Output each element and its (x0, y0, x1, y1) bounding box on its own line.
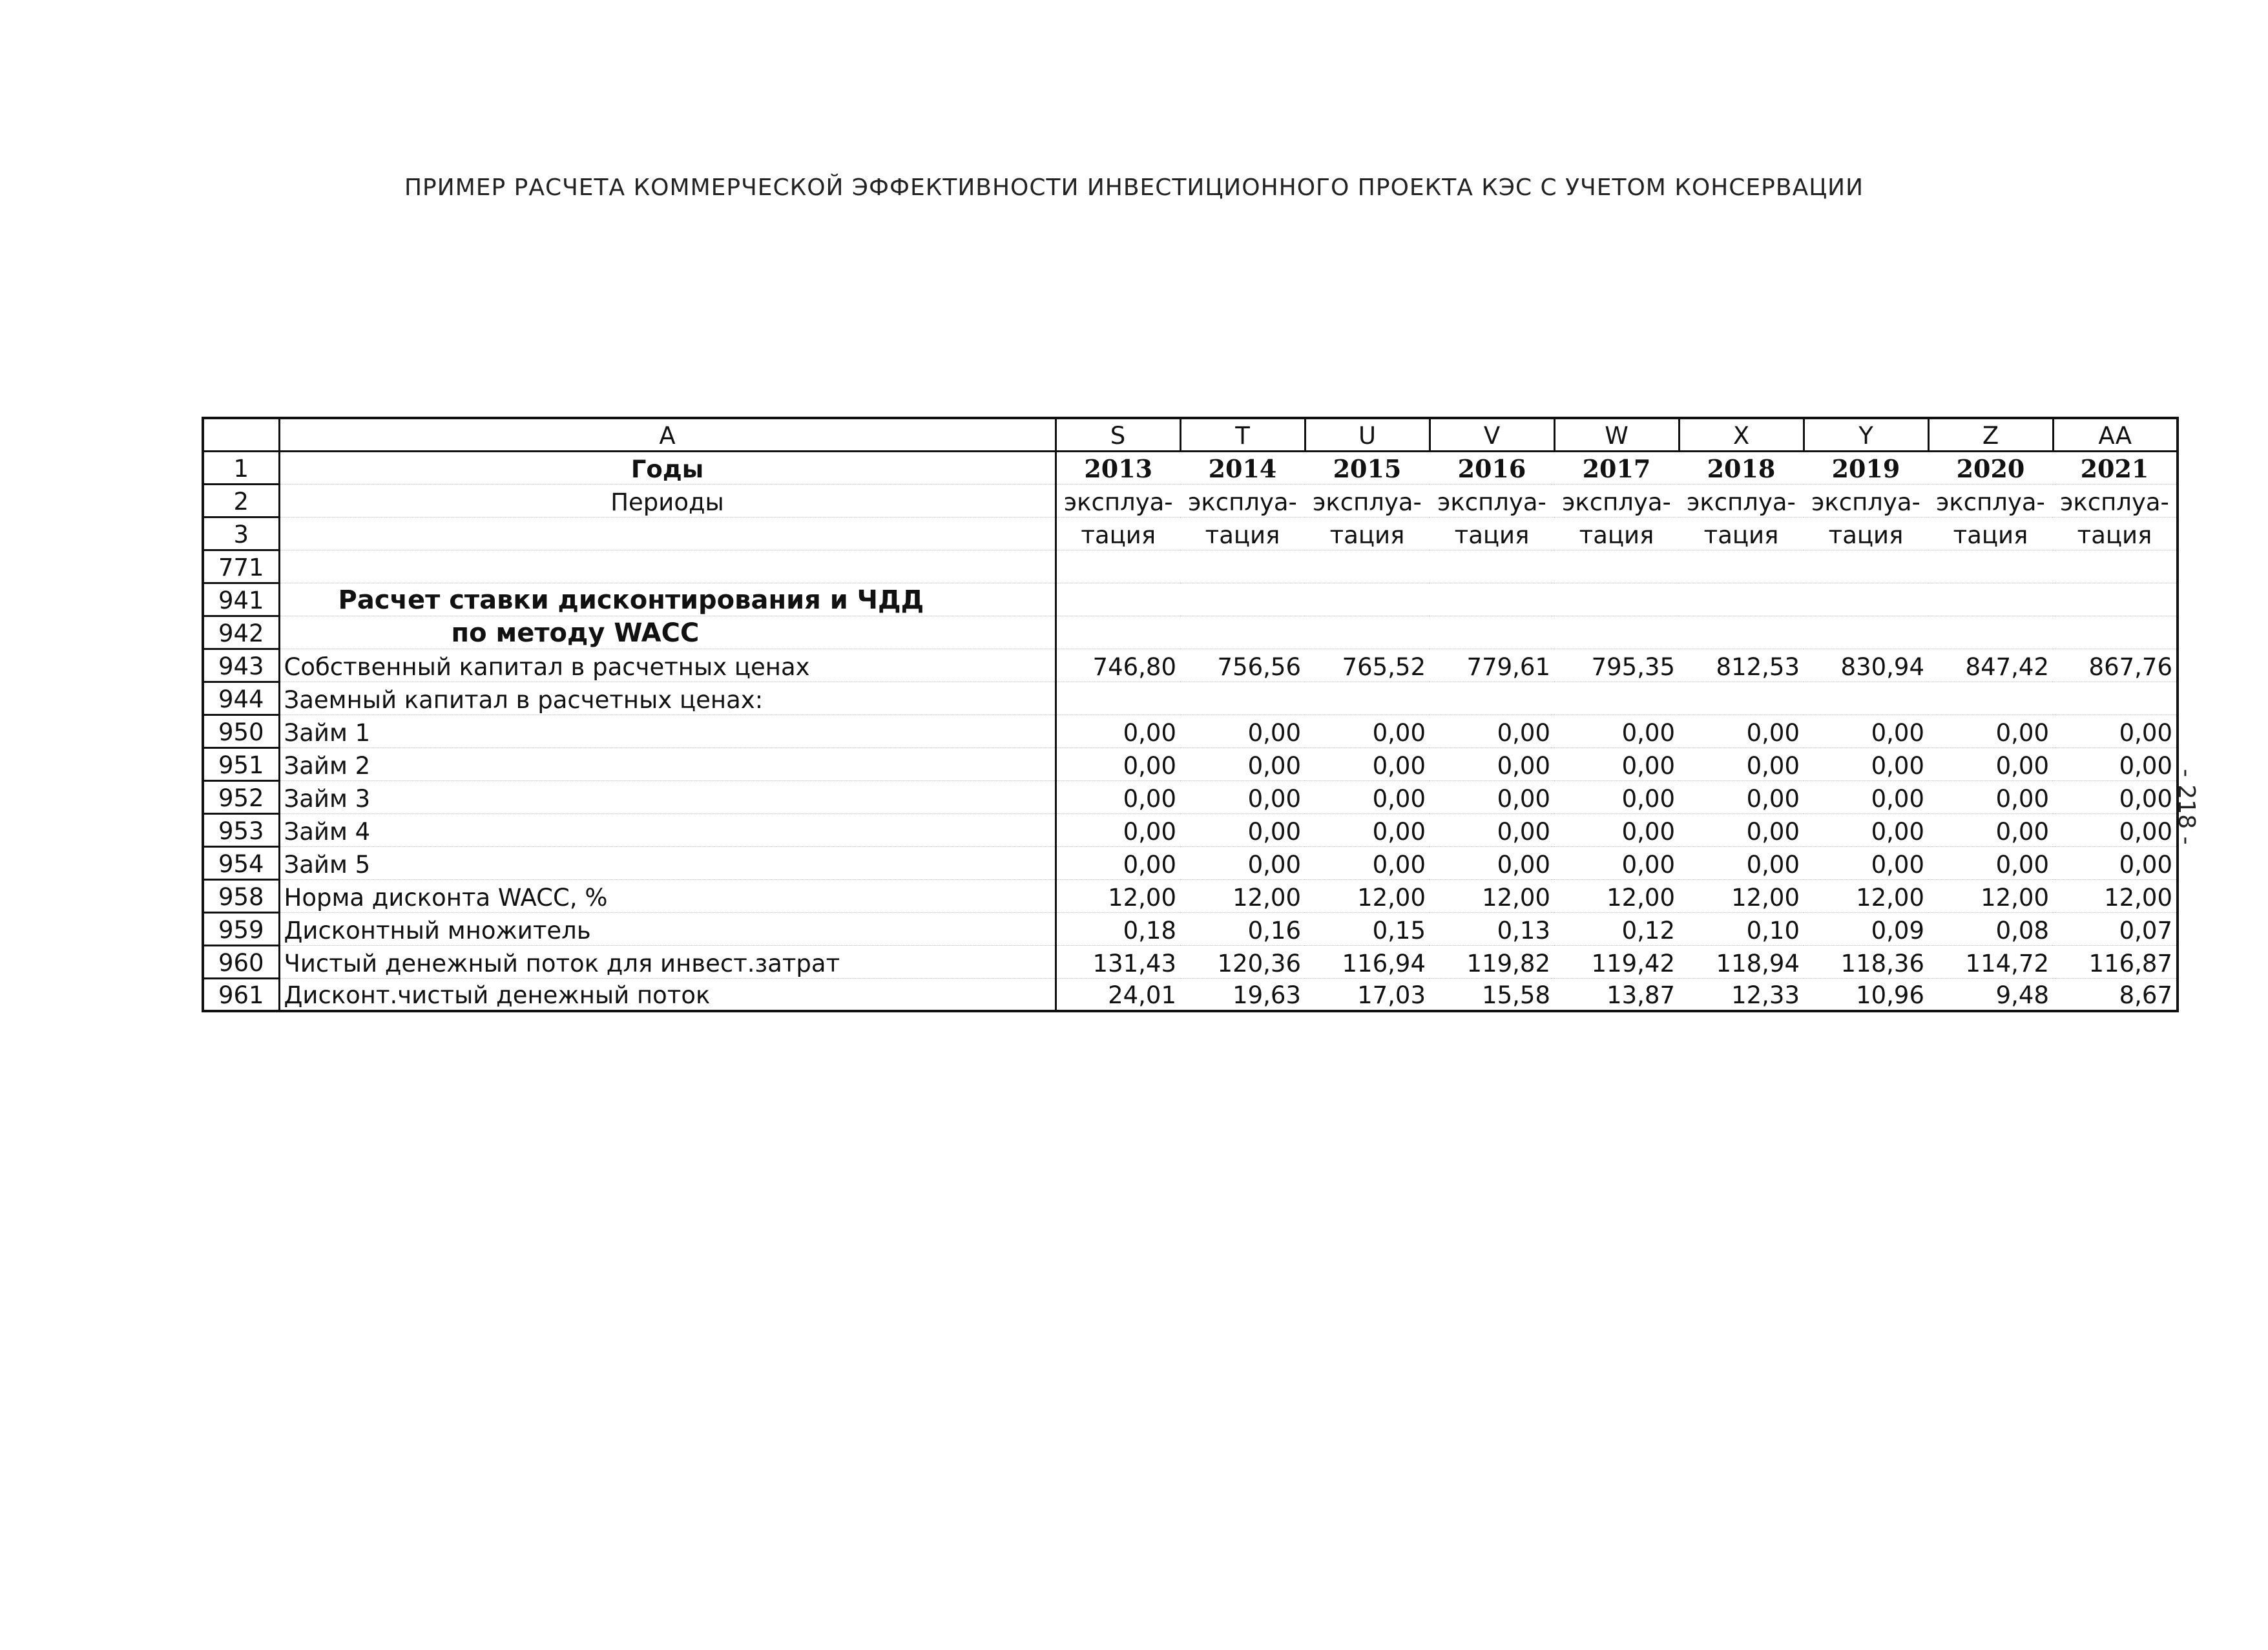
year-cell: 2017 (1554, 451, 1679, 484)
value-cell: 10,96 (1804, 978, 1928, 1011)
value-cell: 0,15 (1305, 912, 1430, 945)
value-cell: 830,94 (1804, 649, 1928, 682)
value-cell: 12,00 (2053, 879, 2178, 912)
value-cell: 114,72 (1928, 945, 2053, 978)
period-cell: тация (1180, 517, 1305, 550)
column-letter-y: Y (1804, 418, 1928, 451)
column-letter-v: V (1430, 418, 1554, 451)
year-cell: 2016 (1430, 451, 1554, 484)
value-cell: 0,00 (1804, 780, 1928, 813)
period-cell: тация (1679, 517, 1804, 550)
value-cell: 0,00 (1305, 780, 1430, 813)
row-number: 943 (203, 649, 279, 682)
value-cell: 0,00 (1430, 715, 1554, 747)
value-cell: 847,42 (1928, 649, 2053, 682)
empty-row (203, 550, 2178, 583)
value-cell: 0,09 (1804, 912, 1928, 945)
value-cell: 13,87 (1554, 978, 1679, 1011)
value-cell: 0,00 (1180, 747, 1305, 780)
table-row (203, 945, 2178, 978)
value-cell: 0,00 (1804, 846, 1928, 879)
column-letter-a: A (279, 418, 1056, 451)
row-label: Займ 3 (279, 780, 1056, 813)
value-cell: 12,00 (1056, 879, 1180, 912)
table-row (203, 912, 2178, 945)
row-number: 960 (203, 945, 279, 978)
column-letter-s: S (1056, 418, 1180, 451)
table-row (203, 978, 2178, 1011)
value-cell: 0,00 (1305, 715, 1430, 747)
value-cell: 0,00 (1679, 846, 1804, 879)
period-cell: тация (1804, 517, 1928, 550)
row-label: Займ 5 (279, 846, 1056, 879)
spreadsheet-table (202, 417, 2179, 1012)
value-cell: 12,33 (1679, 978, 1804, 1011)
empty-label (279, 517, 1056, 550)
column-letter-x: X (1679, 418, 1804, 451)
table-row (203, 813, 2178, 846)
value-cell: 119,82 (1430, 945, 1554, 978)
value-cell: 867,76 (2053, 649, 2178, 682)
table-row (203, 780, 2178, 813)
period-cell: эксплуа- (1928, 484, 2053, 517)
value-cell: 0,00 (1180, 813, 1305, 846)
section-subtitle: по методу WACC (279, 616, 1056, 649)
value-cell: 0,00 (1056, 813, 1180, 846)
value-cell: 12,00 (1305, 879, 1430, 912)
value-cell: 0,00 (1804, 747, 1928, 780)
period-cell: эксплуа- (1554, 484, 1679, 517)
value-cell: 779,61 (1430, 649, 1554, 682)
value-cell: 0,00 (1554, 747, 1679, 780)
year-cell: 2013 (1056, 451, 1180, 484)
page-title: ПРИМЕР РАСЧЕТА КОММЕРЧЕСКОЙ ЭФФЕКТИВНОСТИ ИНВЕСТИЦИОННОГО ПРОЕКТА КЭС С УЧЕТОМ КОНСЕРВАЦИИ (404, 174, 1864, 201)
row-number: 951 (203, 747, 279, 780)
period-cell: эксплуа- (1804, 484, 1928, 517)
value-cell: 0,00 (1804, 813, 1928, 846)
value-cell: 12,00 (1804, 879, 1928, 912)
value-cell: 0,13 (1430, 912, 1554, 945)
value-cell: 0,00 (1180, 780, 1305, 813)
value-cell: 765,52 (1305, 649, 1430, 682)
row-number: 952 (203, 780, 279, 813)
value-cell: 12,00 (1679, 879, 1804, 912)
value-cell: 12,00 (1430, 879, 1554, 912)
column-letter-aa: AA (2053, 418, 2178, 451)
row-label: Чистый денежный поток для инвест.затрат (279, 945, 1056, 978)
value-cell: 0,12 (1554, 912, 1679, 945)
value-cell: 120,36 (1180, 945, 1305, 978)
column-letter-z: Z (1928, 418, 2053, 451)
value-cell: 0,00 (1305, 747, 1430, 780)
period-cell: тация (1305, 517, 1430, 550)
column-letter-w: W (1554, 418, 1679, 451)
value-cell: 15,58 (1430, 978, 1554, 1011)
value-cell (2053, 682, 2178, 715)
year-cell: 2020 (1928, 451, 2053, 484)
value-cell (1180, 682, 1305, 715)
value-cell: 0,00 (1180, 846, 1305, 879)
year-cell: 2018 (1679, 451, 1804, 484)
period-cell: эксплуа- (1430, 484, 1554, 517)
value-cell: 0,00 (1679, 747, 1804, 780)
period-cell: эксплуа- (1305, 484, 1430, 517)
period-cell: эксплуа- (2053, 484, 2178, 517)
value-cell: 24,01 (1056, 978, 1180, 1011)
value-cell: 0,00 (1554, 846, 1679, 879)
value-cell: 19,63 (1180, 978, 1305, 1011)
row-number: 3 (203, 517, 279, 550)
value-cell: 0,00 (1928, 747, 2053, 780)
period-cell: тация (1554, 517, 1679, 550)
row-number: 2 (203, 484, 279, 517)
row-label: Займ 4 (279, 813, 1056, 846)
value-cell: 0,00 (1305, 846, 1430, 879)
table-row (203, 682, 2178, 715)
value-cell: 0,00 (1056, 747, 1180, 780)
year-cell: 2015 (1305, 451, 1430, 484)
year-cell: 2014 (1180, 451, 1305, 484)
row-number: 1 (203, 451, 279, 484)
row-number: 950 (203, 715, 279, 747)
value-cell: 0,00 (1679, 813, 1804, 846)
column-letter-u: U (1305, 418, 1430, 451)
value-cell: 0,00 (1804, 715, 1928, 747)
row-number: 942 (203, 616, 279, 649)
empty-label (279, 550, 1056, 583)
value-cell: 756,56 (1180, 649, 1305, 682)
value-cell: 0,00 (1554, 780, 1679, 813)
value-cell (1928, 682, 2053, 715)
value-cell: 0,00 (1554, 715, 1679, 747)
value-cell: 0,10 (1679, 912, 1804, 945)
value-cell (1430, 682, 1554, 715)
period-cell: тация (1928, 517, 2053, 550)
value-cell: 12,00 (1928, 879, 2053, 912)
value-cell: 17,03 (1305, 978, 1430, 1011)
value-cell (1305, 682, 1430, 715)
value-cell: 118,94 (1679, 945, 1804, 978)
value-cell: 0,00 (1554, 813, 1679, 846)
row-label: Дисконтный множитель (279, 912, 1056, 945)
row-number: 944 (203, 682, 279, 715)
value-cell: 0,00 (1679, 715, 1804, 747)
value-cell: 0,00 (1430, 813, 1554, 846)
value-cell: 0,07 (2053, 912, 2178, 945)
value-cell: 119,42 (1554, 945, 1679, 978)
column-letter-t: T (1180, 418, 1305, 451)
value-cell: 8,67 (2053, 978, 2178, 1011)
value-cell: 0,00 (1056, 780, 1180, 813)
value-cell: 0,00 (1928, 780, 2053, 813)
value-cell (1554, 682, 1679, 715)
period-cell: эксплуа- (1679, 484, 1804, 517)
value-cell: 795,35 (1554, 649, 1679, 682)
value-cell (1056, 682, 1180, 715)
page-number: - 218 - (2173, 769, 2200, 845)
row-label: Займ 1 (279, 715, 1056, 747)
value-cell (1679, 682, 1804, 715)
section-subtitle-row (203, 616, 2178, 649)
column-header-row (203, 418, 2178, 451)
period-cell: тация (2053, 517, 2178, 550)
periods-label: Периоды (279, 484, 1056, 517)
value-cell: 0,00 (2053, 780, 2178, 813)
value-cell: 0,00 (1056, 715, 1180, 747)
periods-continued-row (203, 517, 2178, 550)
year-cell: 2019 (1804, 451, 1928, 484)
table-row (203, 649, 2178, 682)
row-label: Дисконт.чистый денежный поток (279, 978, 1056, 1011)
row-number: 953 (203, 813, 279, 846)
row-number: 959 (203, 912, 279, 945)
value-cell: 0,16 (1180, 912, 1305, 945)
value-cell: 0,00 (1679, 780, 1804, 813)
value-cell: 0,00 (1430, 846, 1554, 879)
row-number: 954 (203, 846, 279, 879)
value-cell: 0,00 (2053, 846, 2178, 879)
value-cell (1804, 682, 1928, 715)
value-cell: 0,00 (1928, 813, 2053, 846)
value-cell: 0,00 (1305, 813, 1430, 846)
years-label: Годы (279, 451, 1056, 484)
value-cell: 131,43 (1056, 945, 1180, 978)
row-label: Заемный капитал в расчетных ценах: (279, 682, 1056, 715)
table-row (203, 715, 2178, 747)
period-cell: тация (1430, 517, 1554, 550)
value-cell: 0,00 (1430, 780, 1554, 813)
value-cell: 0,18 (1056, 912, 1180, 945)
table-row (203, 747, 2178, 780)
row-label: Займ 2 (279, 747, 1056, 780)
section-title: Расчет ставки дисконтирования и ЧДД (279, 583, 1056, 616)
value-cell: 12,00 (1180, 879, 1305, 912)
value-cell: 0,00 (2053, 747, 2178, 780)
table-row (203, 846, 2178, 879)
value-cell: 118,36 (1804, 945, 1928, 978)
value-cell: 0,00 (1180, 715, 1305, 747)
row-label: Норма дисконта WACC, % (279, 879, 1056, 912)
value-cell: 0,00 (1056, 846, 1180, 879)
year-cell: 2021 (2053, 451, 2178, 484)
value-cell: 746,80 (1056, 649, 1180, 682)
value-cell: 116,87 (2053, 945, 2178, 978)
value-cell: 0,00 (2053, 715, 2178, 747)
periods-row (203, 484, 2178, 517)
row-number: 941 (203, 583, 279, 616)
value-cell: 116,94 (1305, 945, 1430, 978)
value-cell: 0,08 (1928, 912, 2053, 945)
years-row (203, 451, 2178, 484)
row-number: 771 (203, 550, 279, 583)
corner-cell (203, 418, 279, 451)
period-cell: тация (1056, 517, 1180, 550)
section-title-row (203, 583, 2178, 616)
row-number: 961 (203, 978, 279, 1011)
value-cell: 9,48 (1928, 978, 2053, 1011)
value-cell: 0,00 (1928, 846, 2053, 879)
value-cell: 812,53 (1679, 649, 1804, 682)
value-cell: 0,00 (1430, 747, 1554, 780)
table-row (203, 879, 2178, 912)
period-cell: эксплуа- (1180, 484, 1305, 517)
row-number: 958 (203, 879, 279, 912)
row-label: Собственный капитал в расчетных ценах (279, 649, 1056, 682)
value-cell: 0,00 (2053, 813, 2178, 846)
value-cell: 12,00 (1554, 879, 1679, 912)
period-cell: эксплуа- (1056, 484, 1180, 517)
value-cell: 0,00 (1928, 715, 2053, 747)
